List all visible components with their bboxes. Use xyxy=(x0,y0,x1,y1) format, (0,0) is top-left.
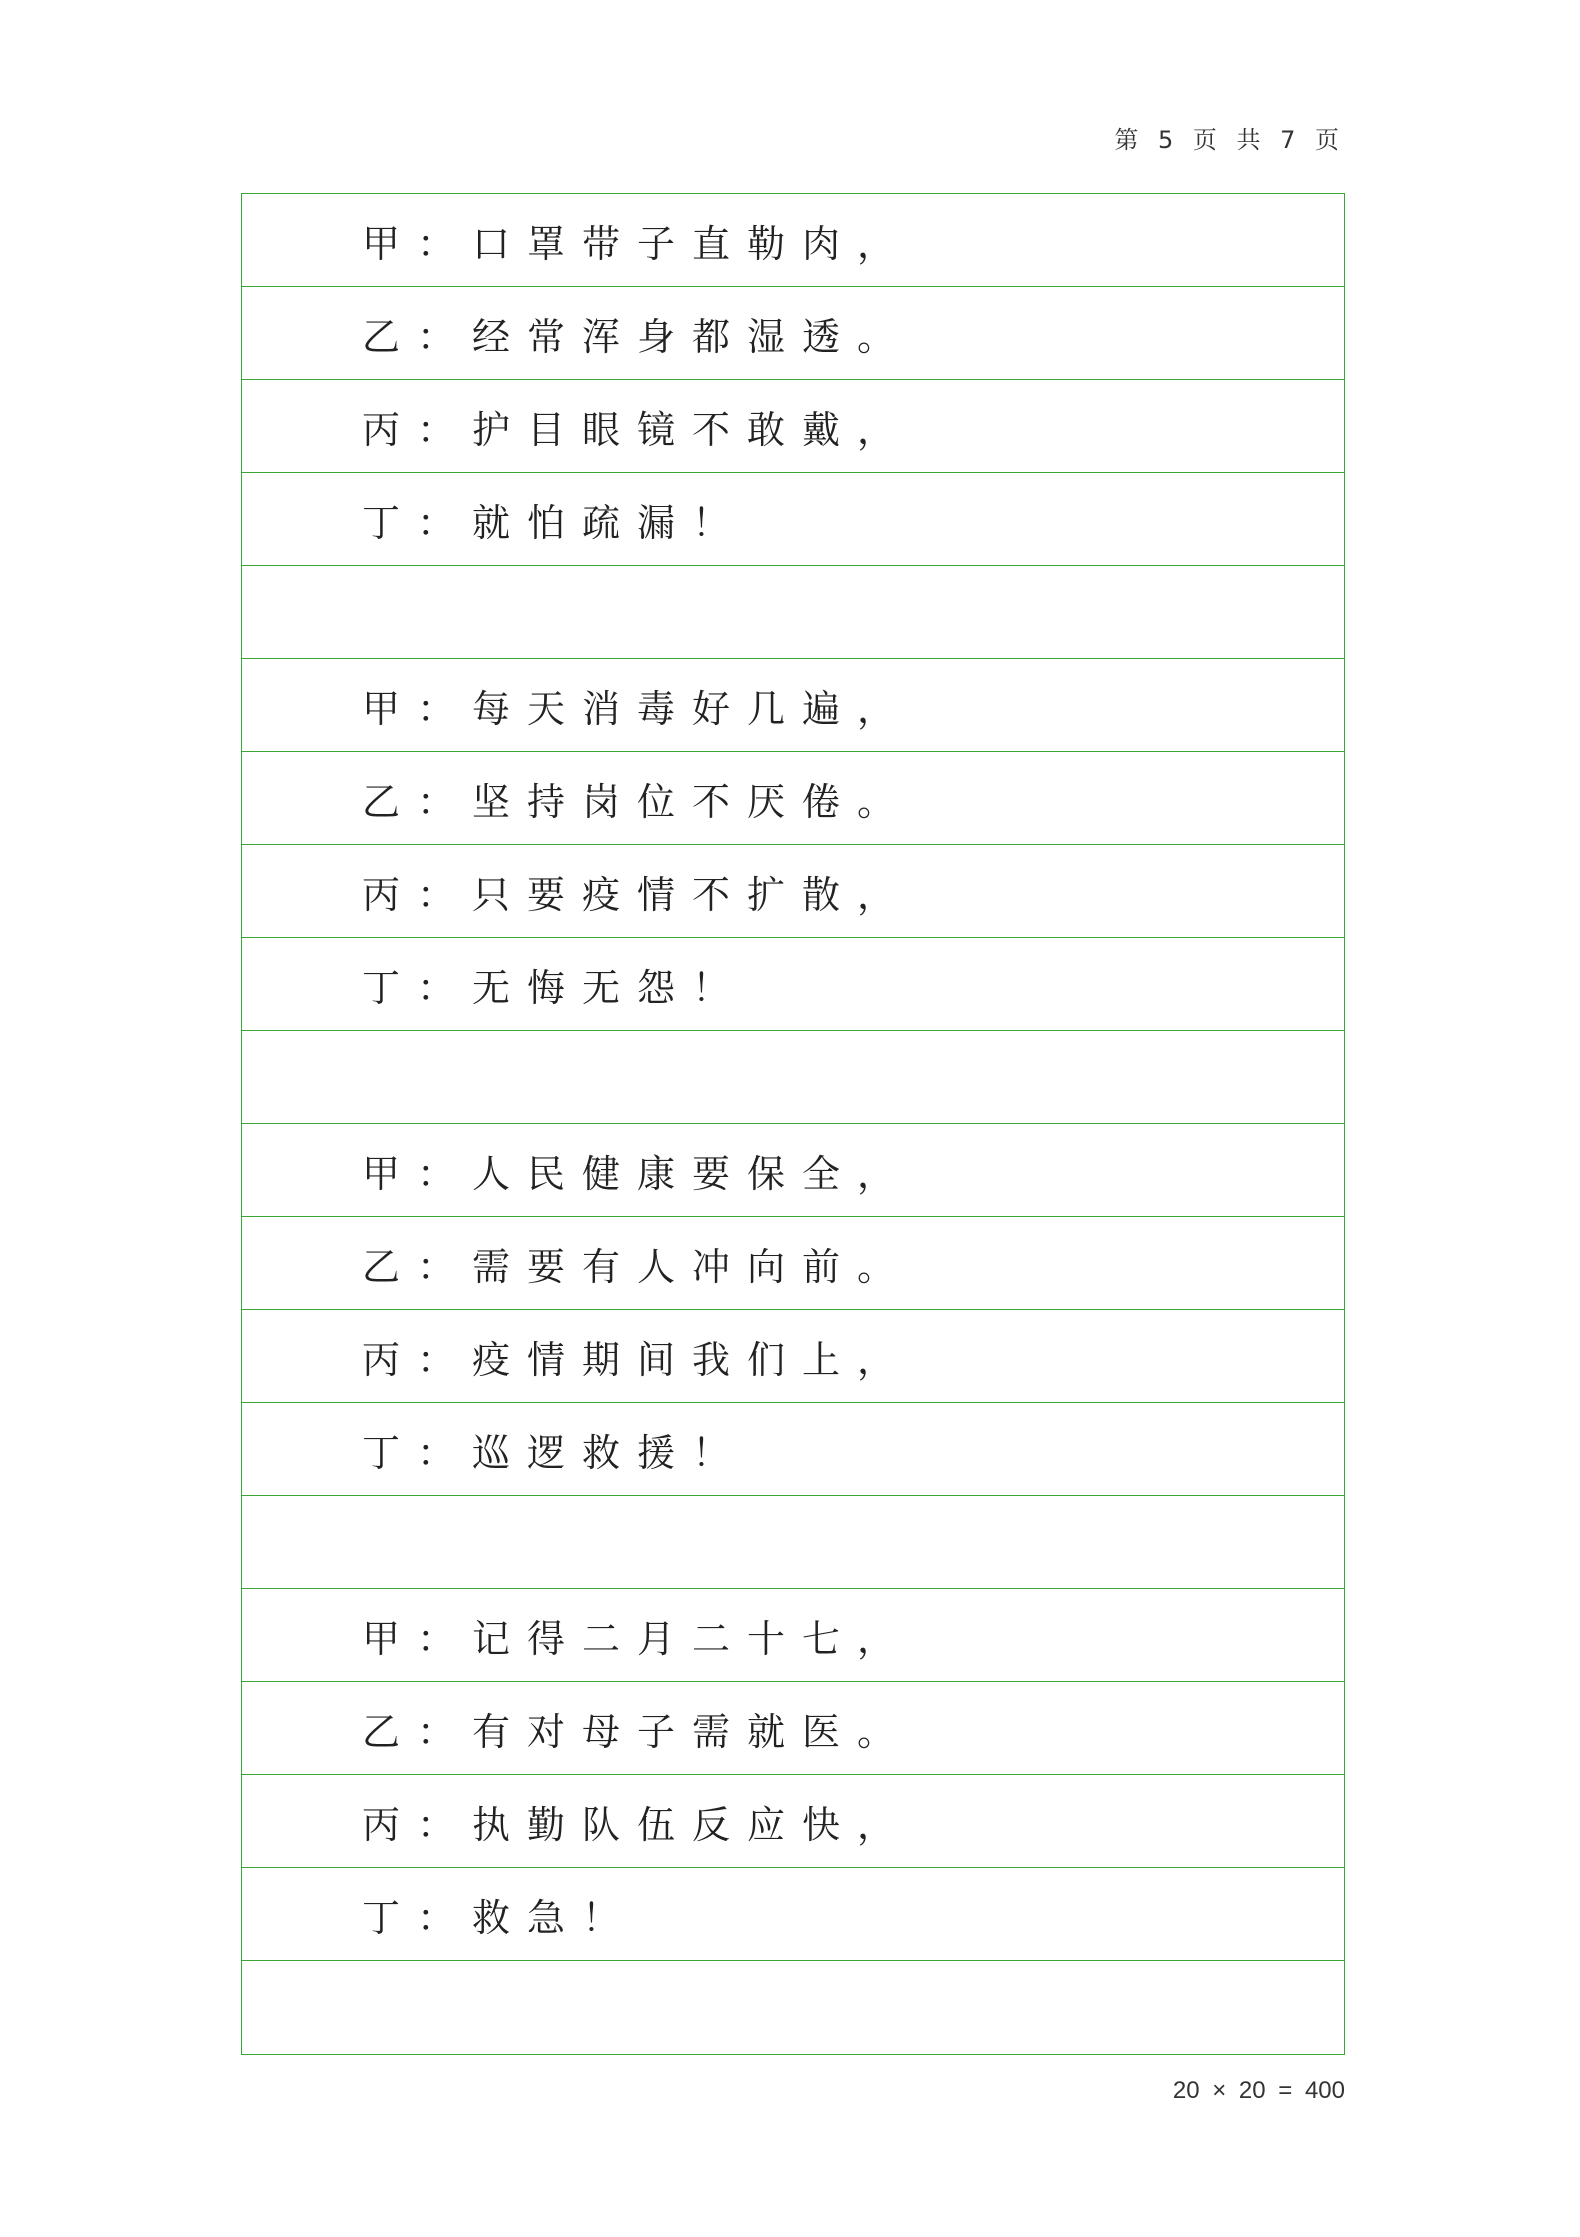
speaker-label: 丁： xyxy=(362,965,473,1010)
speaker-label: 乙： xyxy=(362,1244,473,1289)
grid-row xyxy=(242,1217,1344,1310)
page-indicator: 第 5 页 共 7 页 xyxy=(1114,126,1345,154)
speaker-label: 甲： xyxy=(362,221,473,266)
grid-row xyxy=(242,1124,1344,1217)
grid-row xyxy=(242,194,1344,287)
grid-row xyxy=(242,380,1344,473)
speaker-label: 丙： xyxy=(362,407,473,452)
grid-row xyxy=(242,1961,1344,2054)
line-text: 口罩带子直勒肉， xyxy=(472,221,913,266)
line-text: 就怕疏漏！ xyxy=(472,500,748,545)
line-text: 无悔无怨！ xyxy=(472,965,748,1010)
speaker-label: 丙： xyxy=(362,1802,473,1847)
speaker-label: 丁： xyxy=(362,1895,473,1940)
grid-row xyxy=(242,938,1344,1031)
speaker-label: 丁： xyxy=(362,500,473,545)
grid-row xyxy=(242,566,1344,659)
line-text: 需要有人冲向前。 xyxy=(472,1244,913,1289)
line-text: 执勤队伍反应快， xyxy=(472,1802,913,1847)
speaker-label: 乙： xyxy=(362,314,473,359)
line-text: 每天消毒好几遍， xyxy=(472,686,913,731)
grid-row xyxy=(242,1775,1344,1868)
grid-row xyxy=(242,845,1344,938)
grid-row xyxy=(242,287,1344,380)
line-text: 只要疫情不扩散， xyxy=(472,872,913,917)
speaker-label: 乙： xyxy=(362,1709,473,1754)
grid-row xyxy=(242,1589,1344,1682)
speaker-label: 乙： xyxy=(362,779,473,824)
grid-row xyxy=(242,473,1344,566)
grid-row xyxy=(242,1496,1344,1589)
grid-row xyxy=(242,1031,1344,1124)
line-text: 人民健康要保全， xyxy=(472,1151,913,1196)
line-text: 救急！ xyxy=(472,1895,638,1940)
speaker-label: 甲： xyxy=(362,1151,473,1196)
grid-row xyxy=(242,1403,1344,1496)
line-text: 记得二月二十七， xyxy=(472,1616,913,1661)
line-text: 坚持岗位不厌倦。 xyxy=(472,779,913,824)
line-text: 有对母子需就医。 xyxy=(472,1709,913,1754)
speaker-label: 丙： xyxy=(362,872,473,917)
speaker-label: 甲： xyxy=(362,686,473,731)
speaker-label: 甲： xyxy=(362,1616,473,1661)
grid-row xyxy=(242,752,1344,845)
grid-row xyxy=(242,1868,1344,1961)
line-text: 护目眼镜不敢戴， xyxy=(472,407,913,452)
line-text: 疫情期间我们上， xyxy=(472,1337,913,1382)
grid-row xyxy=(242,1682,1344,1775)
grid-row xyxy=(242,1310,1344,1403)
line-text: 经常浑身都湿透。 xyxy=(472,314,913,359)
line-text: 巡逻救援！ xyxy=(472,1430,748,1475)
grid-count: 20 × 20 = 400 xyxy=(1172,2077,1345,2104)
speaker-label: 丙： xyxy=(362,1337,473,1382)
grid-row xyxy=(242,659,1344,752)
manuscript-grid xyxy=(241,193,1345,2055)
speaker-label: 丁： xyxy=(362,1430,473,1475)
